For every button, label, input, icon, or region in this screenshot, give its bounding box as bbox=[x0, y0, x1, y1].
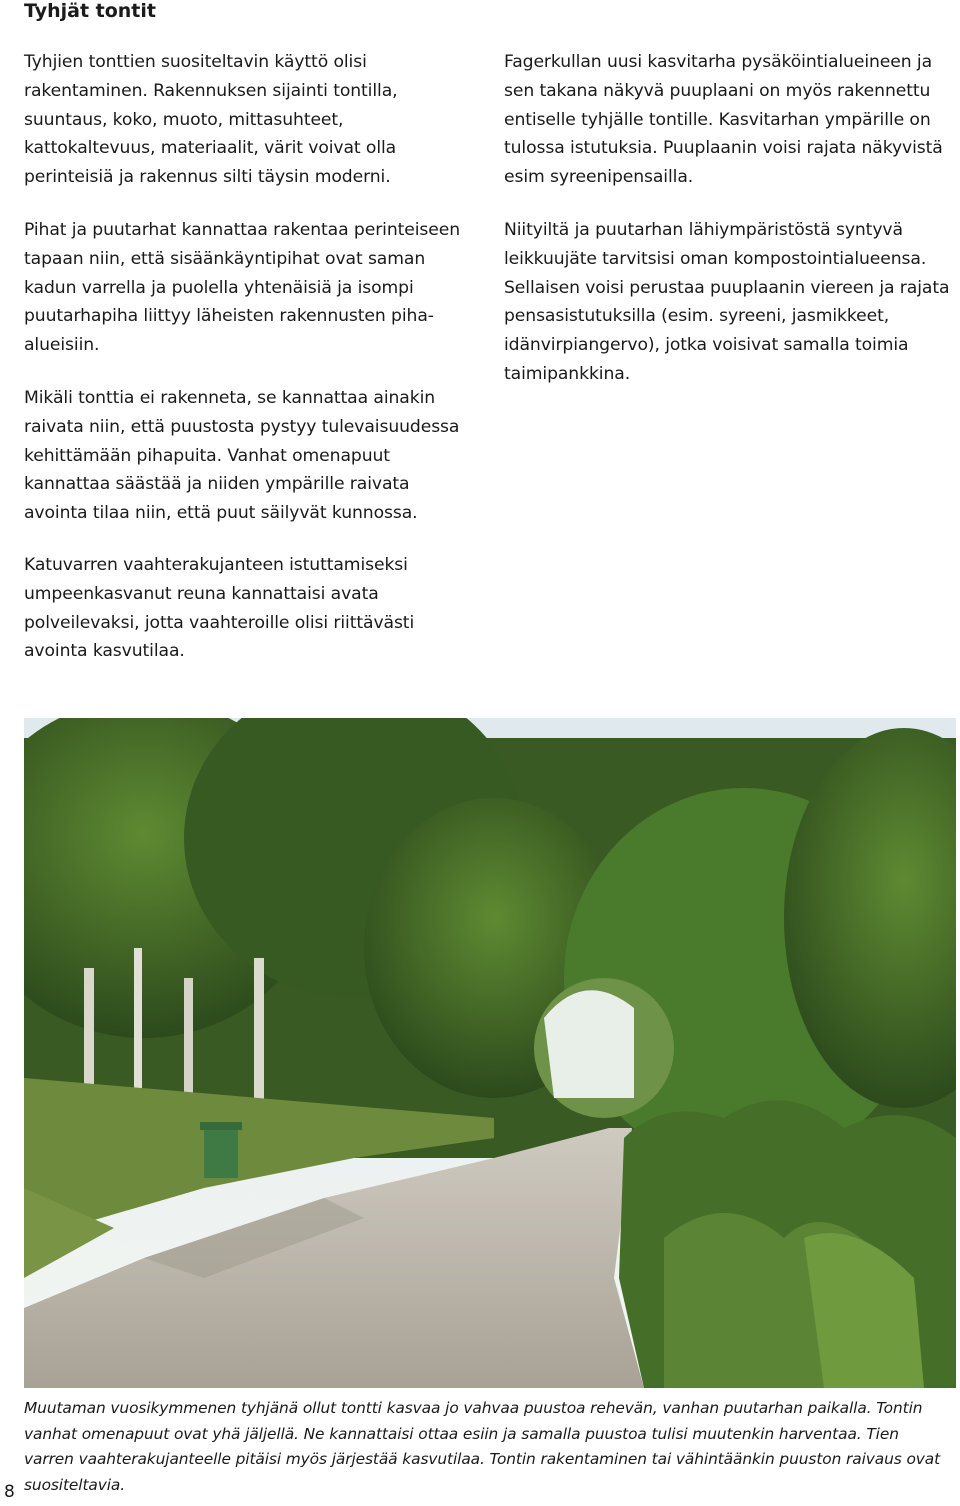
left-text-column bbox=[24, 48, 472, 552]
paragraph: Fagerkullan uusi kasvitarha pysäköintialueineen ja sen takana näkyvä puuplaani on myös rakennettu entiselle tyhjälle tontille. Kasvitarhan ympärille on tulossa istutuksia. Puuplaanin voisi rajata näkyvistä esim syreenipensailla. bbox=[504, 52, 943, 188]
paragraph: Katuvarren vaahterakujanteen istuttamiseksi umpeenkasvanut reuna kannattaisi avata polveilevaksi, jotta vaahteroille olisi riittävästi avointa kasvutilaa. bbox=[24, 555, 415, 662]
paragraph: Mikäli tonttia ei rakenneta, se kannattaa ainakin raivata niin, että puustosta pystyy tulevaisuudessa kehittämään pihapuita. Vanhat omenapuut kannattaa säästää ja niiden ympärille raivata avointa tilaa niin, että puut säilyvät kunnossa. bbox=[24, 387, 460, 524]
road-tree-photo bbox=[24, 718, 956, 1388]
photo-caption: Muutaman vuosikymmenen tyhjänä ollut tontti kasvaa jo vahvaa puustoa rehevän, vanhan puutarhan paikalla. Tontin vanhat omenapuut ovat yhä jäljellä. Ne kannattaisi ottaa esiin ja samalla puustoa tulisi muutenkin harventaa. Tien varren vaahterakujanteelle pitäisi myös järjestää kasvutilaa. Tontin rakentaminen tai vähintäänkin puuston raivaus ovat suositeltavia. bbox=[24, 1399, 941, 1494]
right-text-column bbox=[504, 48, 954, 413]
paragraph: Tyhjien tonttien suositeltavin käyttö olisi rakentaminen. Rakennuksen sijainti tontilla, suuntaus, koko, muoto, mittasuhteet, kattokaltevuus, materiaalit, värit voivat olla perinteisiä ja rakennus silti täysin moderni. bbox=[24, 52, 398, 188]
paragraph: Pihat ja puutarhat kannattaa rakentaa perinteiseen tapaan niin, että sisäänkäyntipihat ovat saman kadun varrella ja puolella yhtenäisiä ja isompi puutarhapiha liittyy läheisten rakennusten piha-alueisiin. bbox=[24, 219, 461, 356]
page-number: 8 bbox=[4, 1482, 15, 1502]
paragraph: Niityiltä ja puutarhan lähiympäristöstä syntyvä leikkuujäte tarvitsisi oman kompostointialueensa. Sellaisen voisi perustaa puuplaanin viereen ja rajata pensasistutuksilla (esim. syreeni, jasmikkeet, idänvirpiangervo), jotka voisivat samalla toimia taimipankkina. bbox=[504, 219, 950, 384]
page-title: Tyhjät tontit bbox=[24, 0, 156, 22]
